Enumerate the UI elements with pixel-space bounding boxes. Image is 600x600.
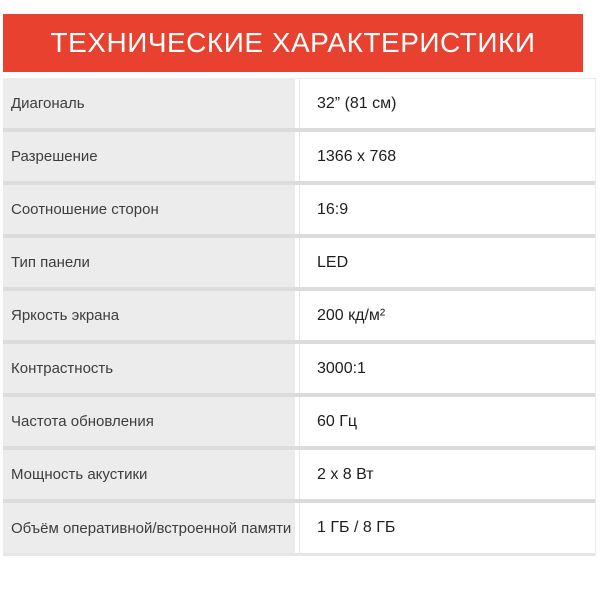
page-title: ТЕХНИЧЕСКИЕ ХАРАКТЕРИСТИКИ [50, 27, 536, 58]
table-row [3, 503, 595, 556]
spec-value: 60 Гц [295, 397, 595, 446]
table-row [3, 79, 595, 132]
spec-label: Мощность акустики [3, 450, 295, 499]
spec-value: 2 х 8 Вт [295, 450, 595, 499]
table-row [3, 132, 595, 185]
spec-value: LED [295, 238, 595, 287]
spec-label: Диагональ [3, 79, 295, 128]
spec-value: 32” (81 см) [295, 79, 595, 128]
table-row [3, 185, 595, 238]
spec-label: Контрастность [3, 344, 295, 393]
spec-value: 16:9 [295, 185, 595, 234]
spec-value: 200 кд/м² [295, 291, 595, 340]
table-row [3, 450, 595, 503]
spec-label: Яркость экрана [3, 291, 295, 340]
spec-label: Тип панели [3, 238, 295, 287]
table-row [3, 397, 595, 450]
table-row [3, 291, 595, 344]
header-banner [3, 14, 583, 72]
spec-value: 3000:1 [295, 344, 595, 393]
spec-value: 1366 x 768 [295, 132, 595, 181]
spec-value: 1 ГБ / 8 ГБ [295, 503, 595, 553]
spec-table [3, 78, 596, 556]
table-row [3, 344, 595, 397]
spec-label: Частота обновления [3, 397, 295, 446]
table-row [3, 238, 595, 291]
spec-label: Разрешение [3, 132, 295, 181]
spec-label: Соотношение сторон [3, 185, 295, 234]
spec-label: Объём оперативной/встроенной памяти [3, 503, 295, 553]
